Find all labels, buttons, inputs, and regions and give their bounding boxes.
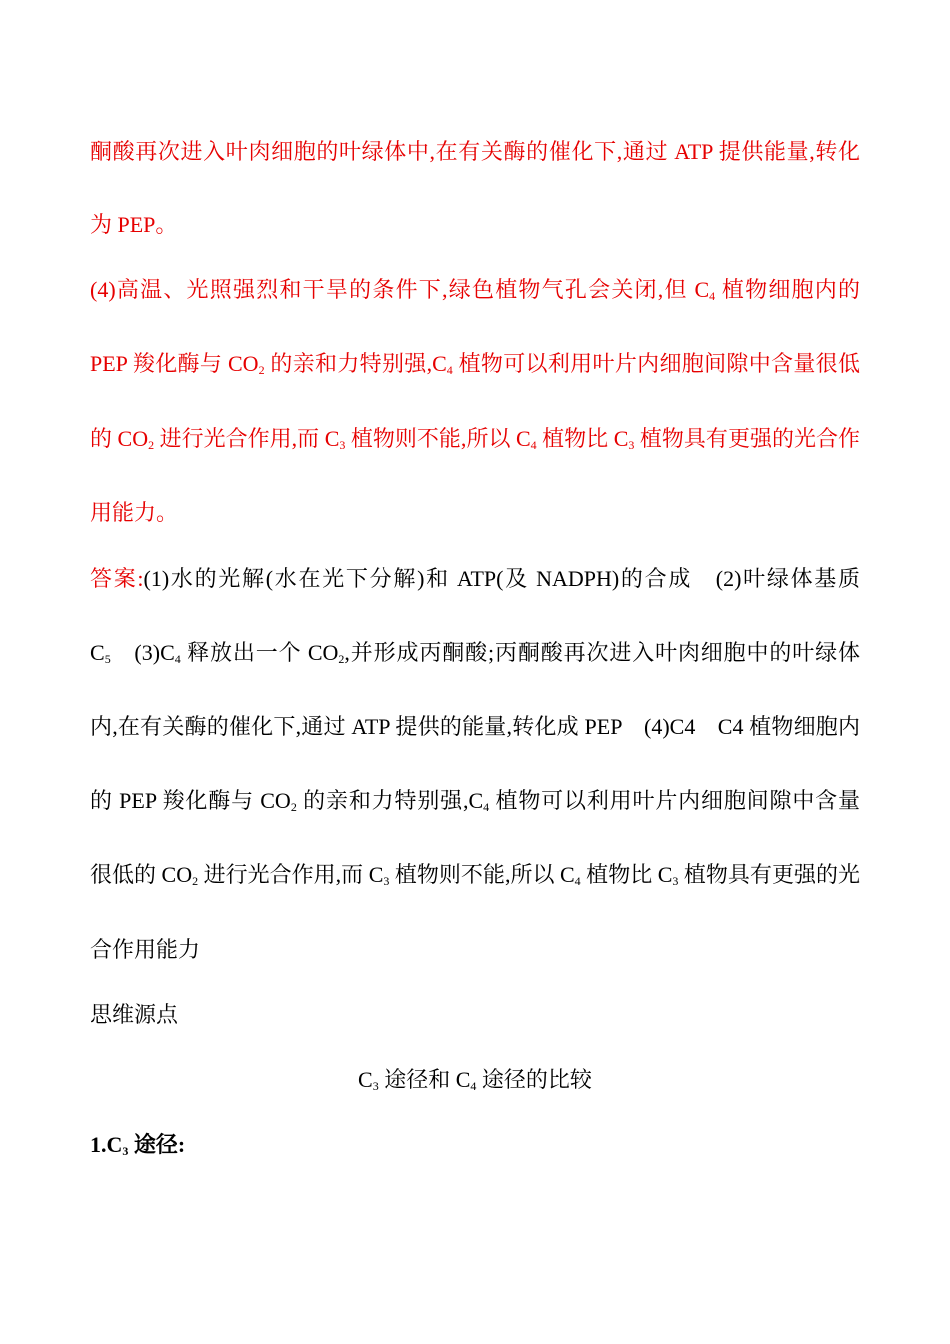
title-text: 途径的比较: [476, 1067, 592, 1092]
heading-text: 途径:: [128, 1132, 186, 1157]
red-text-line: [90, 424, 860, 460]
subscript: 3: [339, 438, 346, 452]
title-text: 途径和 C: [378, 1067, 471, 1092]
red-text: PEP 羧化酶与 CO: [90, 351, 259, 376]
answer-text: 植物可以利用叶片内细胞间隙中含量: [489, 788, 860, 813]
answer-text: ,并形成丙酮酸;丙酮酸再次进入叶肉细胞中的叶绿体: [344, 640, 861, 665]
subscript: 3: [122, 1144, 129, 1158]
answer-text: (1)水的光解(水在光下分解)和 ATP(及 NADPH)的合成 (2)叶绿体基质: [143, 566, 860, 591]
red-text: 酮酸再次进入叶肉细胞的叶绿体中,在有关酶的催化下,通过 ATP 提供能量,转化: [90, 139, 860, 164]
answer-line: [90, 786, 860, 822]
subscript: 2: [192, 874, 199, 888]
red-text-line: [90, 498, 860, 528]
answer-text: 植物则不能,所以 C: [389, 862, 575, 887]
subscript: 3: [672, 874, 679, 888]
subscript: 4: [483, 800, 490, 814]
subscript: 4: [709, 289, 716, 303]
answer-text: 内,在有关酶的催化下,通过 ATP 提供的能量,转化成 PEP (4)C4 C4 植物细胞内: [90, 714, 860, 739]
subscript: 2: [338, 652, 345, 666]
red-text: 植物则不能,所以 C: [345, 426, 531, 451]
title-text: C: [358, 1067, 373, 1092]
red-text: 用能力。: [90, 500, 179, 525]
answer-line: [90, 860, 860, 896]
answer-label: 答案:: [90, 566, 144, 591]
subscript: 3: [628, 438, 635, 452]
answer-text: 的亲和力特别强,C: [296, 788, 484, 813]
answer-line: [90, 935, 860, 965]
red-text: (4)高温、光照强烈和干旱的条件下,绿色植物气孔会关闭,但 C: [90, 277, 710, 302]
subscript: 4: [574, 874, 581, 888]
answer-text: 很低的 CO: [90, 862, 193, 887]
red-text: 植物具有更强的光合作: [634, 426, 860, 451]
subscript: 4: [446, 363, 453, 377]
subscript: 4: [530, 438, 537, 452]
red-text-line: [90, 137, 860, 167]
section-label-text: 思维源点: [90, 1002, 179, 1027]
comparison-title: [0, 1065, 950, 1101]
subscript: 2: [290, 800, 297, 814]
answer-text: 进行光合作用,而 C: [198, 862, 384, 887]
red-text: 植物细胞内的: [715, 277, 860, 302]
answer-line: [90, 712, 860, 742]
c3-pathway-heading: [90, 1130, 860, 1166]
answer-line: [90, 564, 860, 594]
answer-text: 的 PEP 羧化酶与 CO: [90, 788, 291, 813]
red-text-line: [90, 275, 860, 311]
red-text: 植物比 C: [536, 426, 629, 451]
answer-text: 植物比 C: [580, 862, 673, 887]
subscript: 5: [104, 652, 111, 666]
red-text: 为 PEP。: [90, 212, 178, 237]
red-text-line: [90, 349, 860, 385]
subscript: 4: [174, 652, 181, 666]
answer-line: [90, 638, 860, 674]
red-text-line: [90, 210, 860, 240]
subscript: 3: [372, 1079, 379, 1093]
answer-text: 植物具有更强的光: [678, 862, 860, 887]
answer-text: (3)C: [110, 640, 175, 665]
heading-text: 1.C: [90, 1132, 123, 1157]
answer-text: 释放出一个 CO: [180, 640, 339, 665]
subscript: 3: [383, 874, 390, 888]
red-text: 的 CO: [90, 426, 149, 451]
red-text: 的亲和力特别强,C: [264, 351, 447, 376]
answer-text: C: [90, 640, 105, 665]
subscript: 2: [148, 438, 155, 452]
subscript: 2: [258, 363, 265, 377]
answer-text: 合作用能力: [90, 937, 201, 962]
red-text: 植物可以利用叶片内细胞间隙中含量很低: [452, 351, 860, 376]
section-label: [90, 1000, 860, 1030]
subscript: 4: [470, 1079, 477, 1093]
red-text: 进行光合作用,而 C: [154, 426, 340, 451]
